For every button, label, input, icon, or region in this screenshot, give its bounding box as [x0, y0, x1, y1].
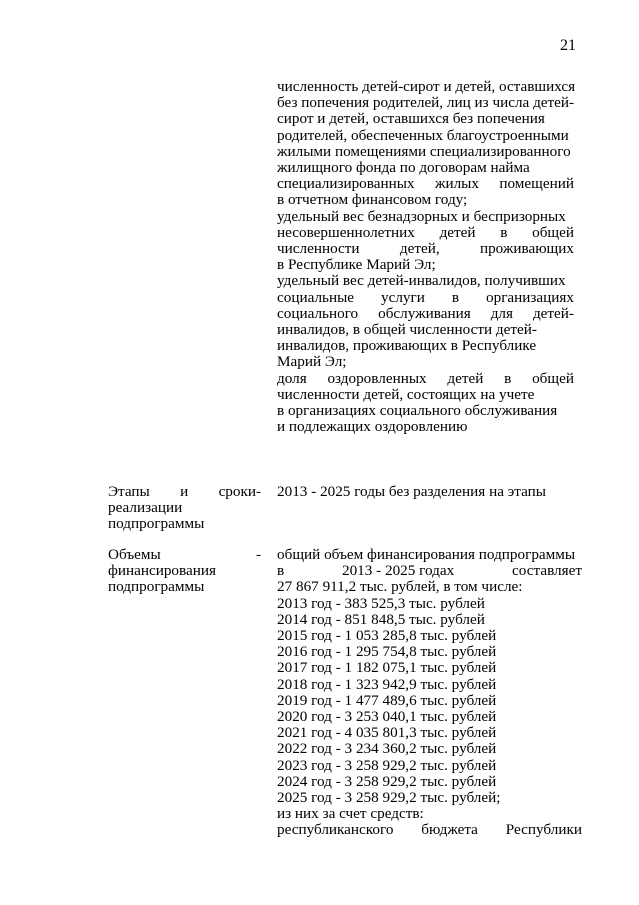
- funding-line: [277, 612, 582, 628]
- indicator-line-word: инвалидов, в общей численности детей-: [277, 321, 537, 338]
- indicator-line-word: в организациях социального обслуживания: [277, 402, 558, 419]
- funding-line-word: 2014 год - 851 848,5 тыс. рублей: [277, 610, 485, 628]
- funding-line: [277, 693, 582, 709]
- indicator-line-word: обслуживания: [378, 304, 471, 322]
- funding-line: [277, 806, 582, 822]
- funding-line-word: 2022 год - 3 234 360,2 тыс. рублей: [277, 740, 497, 758]
- indicator-line: [277, 387, 574, 403]
- funding-line: [277, 563, 582, 579]
- funding-line: [277, 596, 582, 612]
- indicator-line: [277, 257, 574, 273]
- indicator-line-word: численности: [277, 240, 360, 257]
- funding-line: [277, 644, 582, 660]
- indicator-line-word: оздоровленных: [327, 369, 427, 387]
- indicator-line-word: численности детей, состоящих на учете: [277, 385, 535, 403]
- stages-dash: -: [256, 483, 262, 500]
- funding-line-word: Республики: [505, 821, 582, 839]
- indicator-line: [277, 128, 574, 144]
- indicator-line-word: инвалидов, проживающих в Республике: [277, 337, 537, 355]
- indicator-line-word: социального: [277, 304, 359, 322]
- indicator-line: [277, 144, 574, 160]
- indicator-line: [277, 209, 574, 225]
- indicator-line: [277, 306, 574, 322]
- indicator-line-word: в: [451, 288, 460, 306]
- stages-label-line: [108, 484, 256, 500]
- indicator-line: [277, 79, 574, 95]
- indicator-line-word: численность детей-сирот и детей, оставшихся: [277, 78, 576, 95]
- stages-label-line: [108, 500, 256, 516]
- indicator-line-word: в Республике Марий Эл;: [277, 256, 436, 274]
- indicator-line-word: и подлежащих оздоровлению: [277, 418, 468, 436]
- indicator-line-word: общей: [532, 223, 574, 241]
- funding-label-line: [108, 563, 256, 579]
- stages-label-line-word: сроки: [218, 483, 256, 500]
- indicator-line: [277, 419, 574, 435]
- funding-line-word: 2025 год - 3 258 929,2 тыс. рублей;: [277, 789, 501, 806]
- indicator-line: [277, 290, 574, 306]
- funding-line-word: в: [277, 562, 285, 580]
- indicator-line-word: для: [490, 304, 513, 322]
- funding-label-line: [108, 579, 256, 595]
- indicator-line-word: детей: [447, 369, 484, 387]
- indicator-line-word: общей: [532, 369, 574, 387]
- funding-line-word: 2023 год - 3 258 929,2 тыс. рублей: [277, 756, 497, 774]
- indicator-line: [277, 176, 574, 192]
- indicator-line-word: проживающих: [479, 240, 574, 257]
- indicator-line-word: доля: [277, 369, 307, 387]
- indicator-line: [277, 403, 574, 419]
- funding-line: [277, 628, 582, 644]
- indicator-line-word: детей,: [399, 240, 440, 257]
- indicator-line-word: в: [504, 369, 512, 387]
- funding-line-word: 2020 год - 3 253 040,1 тыс. рублей: [277, 708, 497, 725]
- indicator-line-word: жилыми помещениями специализированного: [277, 142, 571, 160]
- indicator-line: [277, 160, 574, 176]
- indicator-line-word: детей: [439, 223, 476, 241]
- funding-line: [277, 758, 582, 774]
- indicator-line-word: детей-: [532, 304, 574, 322]
- indicator-line-word: социальные: [277, 288, 355, 306]
- funding-line-word: общий объем финансирования подпрограммы: [277, 546, 576, 563]
- funding-line: [277, 579, 582, 595]
- indicator-line-word: жилых: [434, 175, 479, 193]
- funding-line-word: 2015 год - 1 053 285,8 тыс. рублей: [277, 627, 497, 644]
- stages-value: 2013 - 2025 годы без разделения на этапы: [277, 483, 546, 500]
- stages-label-line-word: реализации: [108, 499, 183, 517]
- indicator-line-word: специализированных: [277, 175, 415, 193]
- funding-line: [277, 660, 582, 676]
- funding-label-line: [108, 547, 256, 563]
- indicator-line-word: жилищного фонда по договорам найма: [277, 159, 530, 176]
- indicator-line: [277, 192, 574, 208]
- funding-label-line-word: Объемы: [108, 546, 161, 563]
- funding-line: [277, 741, 582, 757]
- funding-line-word: 27 867 911,2 тыс. рублей, в том числе:: [277, 578, 523, 596]
- indicator-line: [277, 338, 574, 354]
- indicator-line-word: несовершеннолетних: [277, 223, 415, 241]
- indicator-line: [277, 225, 574, 241]
- stages-label-line-word: и: [180, 483, 189, 500]
- stages-label-line-word: Этапы: [108, 483, 150, 500]
- funding-line: [277, 822, 582, 838]
- funding-line: [277, 547, 582, 563]
- indicator-line-word: в: [500, 223, 508, 241]
- funding-line-word: 2019 год - 1 477 489,6 тыс. рублей: [277, 691, 497, 709]
- indicator-line-word: сирот и детей, оставшихся без попечения: [277, 110, 545, 128]
- funding-line: [277, 725, 582, 741]
- indicator-line-word: без попечения родителей, лиц из числа детей-: [277, 94, 575, 112]
- funding-line-word: 2021 год - 4 035 801,3 тыс. рублей: [277, 724, 497, 742]
- indicator-line-word: удельный вес детей-инвалидов, получивших: [277, 272, 566, 290]
- indicator-line: [277, 111, 574, 127]
- funding-line-word: составляет: [512, 562, 582, 580]
- funding-line-word: 2013 год - 383 525,3 тыс. рублей: [277, 594, 485, 612]
- funding-line-word: бюджета: [421, 821, 478, 839]
- funding-line-word: 2013 - 2025 годах: [341, 562, 455, 580]
- funding-line-word: 2024 год - 3 258 929,2 тыс. рублей: [277, 772, 497, 790]
- funding-line-word: 2016 год - 1 295 754,8 тыс. рублей: [277, 643, 497, 661]
- indicator-line: [277, 273, 574, 289]
- funding-line: [277, 677, 582, 693]
- indicator-line-word: помещений: [499, 175, 574, 193]
- indicator-line: [277, 322, 574, 338]
- indicator-line: [277, 95, 574, 111]
- funding-label-line-word: подпрограммы: [108, 578, 205, 596]
- page-number: 21: [560, 37, 576, 54]
- indicator-line-word: удельный вес безнадзорных и беспризорных: [277, 207, 566, 225]
- indicator-line-word: родителей, обеспеченных благоустроенными: [277, 126, 569, 144]
- indicator-line-word: Марий Эл;: [277, 353, 347, 371]
- indicator-line: [277, 354, 574, 370]
- funding-line: [277, 709, 582, 725]
- funding-line-word: 2017 год - 1 182 075,1 тыс. рублей: [277, 659, 497, 677]
- indicator-line-word: услуги: [381, 288, 425, 306]
- indicator-line-word: в отчетном финансовом году;: [277, 191, 468, 209]
- funding-label-line-word: финансирования: [108, 562, 216, 580]
- stages-label-line-word: подпрограммы: [108, 515, 205, 533]
- funding-line: [277, 774, 582, 790]
- funding-line: [277, 790, 582, 806]
- funding-line-word: республиканского: [277, 821, 394, 839]
- stages-label-line: [108, 516, 256, 532]
- funding-dash: -: [256, 546, 262, 563]
- funding-line-word: из них за счет средств:: [277, 805, 424, 823]
- indicator-line: [277, 371, 574, 387]
- indicator-line: [277, 241, 574, 257]
- funding-line-word: 2018 год - 1 323 942,9 тыс. рублей: [277, 675, 497, 693]
- indicator-line-word: организациях: [486, 288, 574, 306]
